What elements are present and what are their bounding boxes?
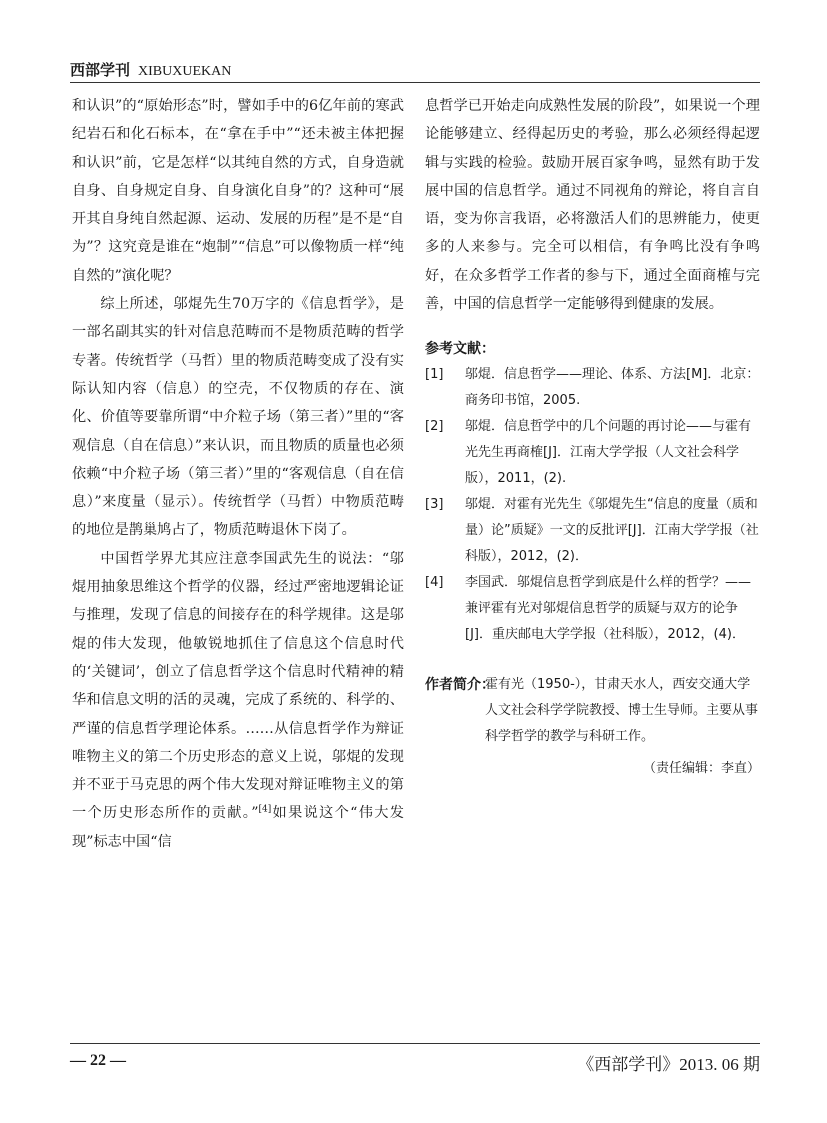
reference-text: 李国武．邬焜信息哲学到底是什么样的哲学？——兼评霍有光对邬焜信息哲学的质疑与双方的论争[J]．重庆邮电大学学报（社科版），2012，(4)． [465,575,752,643]
left-column [72,92,404,856]
right-column [425,92,760,782]
reference-item [425,362,760,414]
left-paragraph-2: 综上所述，邬焜先生70万字的《信息哲学》，是一部名副其实的针对信息范畴而不是物质范畴的哲学专著。传统哲学（马哲）里的物质范畴变成了没有实际认知内容（信息）的空壳，不仅物质的存在、演化、价值等要靠所谓“中介粒子场（第三者）”里的“客观信息（自在信息）”来认识，而且物质的质量也必须依赖“中介粒子场（第三者）”里的“客观信息（自在信息）”来度量（显示）。传统哲学（马哲）中物质范畴的地位是鹊巢鸠占了，物质范畴退休下岗了。 [72,296,404,539]
author-bio-text: 霍有光（1950-），甘肃天水人，西安交通大学人文社会科学学院教授、博士生导师。主要从事科学哲学的教学与科研工作。 [485,677,759,745]
left-paragraph-3-body: 中国哲学界尤其应注意李国武先生的说法：“邬焜用抽象思维这个哲学的仪器，经过严密地逻辑论证与推理，发现了信息的间接存在的科学规律。这是邬焜的伟大发现，他敏锐地抓住了信息这个信息时代的‘关键词’，创立了信息哲学这个信息时代精神的精华和信息文明的活的灵魂，完成了系统的、科学的、严谨的信息哲学理论体系。……从信息哲学作为辩证唯物主义的第二个历史形态的意义上说，邬焜的发现并不亚于马克思的两个伟大发现对辩证唯物主义的第一个历史形态所作的贡献。” [72,550,404,822]
reference-text: 邬焜．信息哲学中的几个问题的再讨论——与霍有光先生再商榷[J]．江南大学学报（人文社会科学版），2011，(2). [465,419,752,487]
reference-text: 邬焜．信息哲学——理论、体系、方法[M]．北京：商务印书馆，2005. [465,367,760,409]
reference-item [425,570,760,648]
footer-rule [70,1043,760,1044]
references-title: 参考文献： [425,341,495,358]
citation-4: [4] [258,804,272,815]
reference-item [425,492,760,570]
reference-text: 邬焜．对霍有光先生《邬焜先生“信息的度量（质和量）论”质疑》一文的反批评[J]．江南大学学报（社科版），2012，(2)． [465,497,759,565]
reference-number: [2] [425,419,444,435]
reference-number: [4] [425,575,444,591]
page-number: — 22 — [70,1052,126,1069]
journal-name-cn: 西部学刊 [70,61,131,79]
reference-number: [1] [425,367,444,383]
left-paragraph-3-tail: 如果说这个“伟大发现”标志中国“信 [72,805,404,850]
left-paragraph-1: 和认识”的“原始形态”时，譬如手中的6亿年前的寒武纪岩石和化石标本，在“拿在手中”“还未被主体把握和认识”前，它是怎样“以其纯自然的方式，自身造就自身、自身规定自身、自身演化自身”的？这种可“展开其自身纯自然起源、运动、发展的历程”是不是“自为”？这究竟是谁在“炮制”“信息”可以像物质一样“纯自然的”演化呢？ [72,98,404,284]
reference-item [425,414,760,492]
right-paragraph-1: 息哲学已开始走向成熟性发展的阶段”，如果说一个理论能够建立、经得起历史的考验，那么必须经得起逻辑与实践的检验。鼓励开展百家争鸣，显然有助于发展中国的信息哲学。通过不同视角的辩论，将自言自语，变为你言我语，必将激活人们的思辨能力，使更多的人来参与。完全可以相信，有争鸣比没有争鸣好，在众多哲学工作者的参与下，通过全面商榷与完善，中国的信息哲学一定能够得到健康的发展。 [425,98,760,313]
left-paragraph-3 [72,545,404,856]
author-bio [425,672,760,750]
journal-name-en: XIBUXUEKAN [138,64,232,79]
author-bio-label: 作者简介： [425,677,495,694]
reference-number: [3] [425,497,444,513]
running-header [70,58,760,83]
footer-journal-issue: 《西部学刊》2013. 06 期 [577,1055,760,1074]
responsible-editor: （责任编辑：李直） [642,761,760,777]
